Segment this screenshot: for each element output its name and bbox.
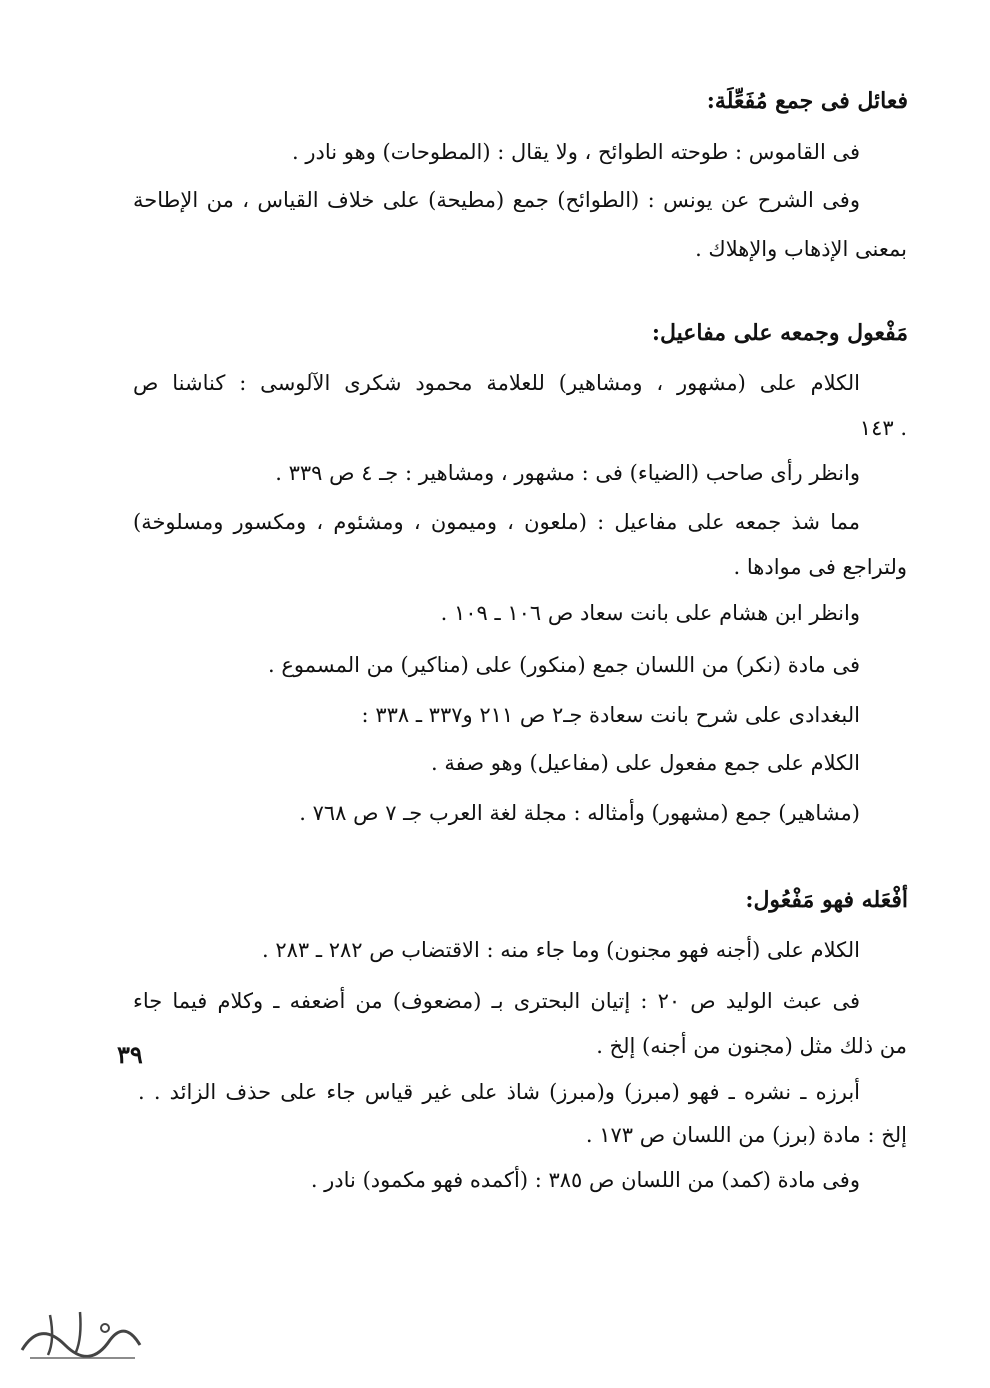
text-line: إلخ : مادة (برز) من اللسان ص ١٧٣ . xyxy=(585,1123,907,1147)
text-line: الكلام على جمع مفعول على (مفاعيل) وهو صفة . xyxy=(430,751,860,775)
section-heading-2: مَفْعول وجمعه على مفاعيل: xyxy=(651,320,908,346)
text-line: فى القاموس : طوحته الطوائح ، ولا يقال : (المطوحات) وهو نادر . xyxy=(292,140,860,164)
text-line: البغدادى على شرح بانت سعادة جـ٢ ص ٢١١ و٣٣٧ ـ ٣٣٨ : xyxy=(361,703,860,727)
text-line: وفى مادة (كمد) من اللسان ص ٣٨٥ : (أكمده فهو مكمود) نادر . xyxy=(310,1168,860,1192)
section-heading-1: فعائل فى جمع مُفَعِّلَة: xyxy=(706,88,908,114)
text-line: بمعنى الإذهاب والإهلاك . xyxy=(695,237,907,261)
text-line: مما شذ جمعه على مفاعيل : (ملعون ، وميمون ، ومشئوم ، ومكسور ومسلوخة) xyxy=(133,510,860,534)
text-line: وانظر ابن هشام على بانت سعاد ص ١٠٦ ـ ١٠٩ . xyxy=(440,601,860,625)
text-line: وانظر رأى صاحب (الضياء) فى : مشهور ، ومشاهير : جـ ٤ ص ٣٣٩ . xyxy=(275,461,860,485)
text-line: أبرزه ـ نشره ـ فهو (مبرز) و(مبرز) شاذ على غير قياس جاء على حذف الزائد . . xyxy=(138,1080,860,1104)
text-line: (مشاهير) جمع (مشهور) وأمثاله : مجلة لغة العرب جـ ٧ ص ٧٦٨ . xyxy=(299,801,860,825)
text-line: فى عبث الوليد ص ٢٠ : إتيان البحترى بـ (مضعوف) من أضعفه ـ وكلام فيما جاء xyxy=(133,989,860,1013)
watermark-logo xyxy=(10,1300,150,1370)
text-line: من ذلك مثل (مجنون من أجنه) إلخ . xyxy=(596,1034,907,1058)
text-line: الكلام على (مشهور ، ومشاهير) للعلامة محمود شكرى الآلوسى : كناشنا ص xyxy=(133,371,860,395)
text-line: الكلام على (أجنه فهو مجنون) وما جاء منه : الاقتضاب ص ٢٨٢ ـ ٢٨٣ . xyxy=(261,938,860,962)
page-number: ٣٩ xyxy=(117,1040,143,1069)
text-line: فى مادة (نكر) من اللسان جمع (منكور) على (مناكير) من المسموع . xyxy=(267,653,860,677)
text-line: ١٤٣ . xyxy=(859,416,907,440)
section-heading-3: أفْعَله فهو مَفْعُول: xyxy=(745,887,908,913)
text-line: ولتراجع فى موادها . xyxy=(733,555,907,579)
text-line: وفى الشرح عن يونس : (الطوائح) جمع (مطيحة) على خلاف القياس ، من الإطاحة xyxy=(133,188,860,212)
